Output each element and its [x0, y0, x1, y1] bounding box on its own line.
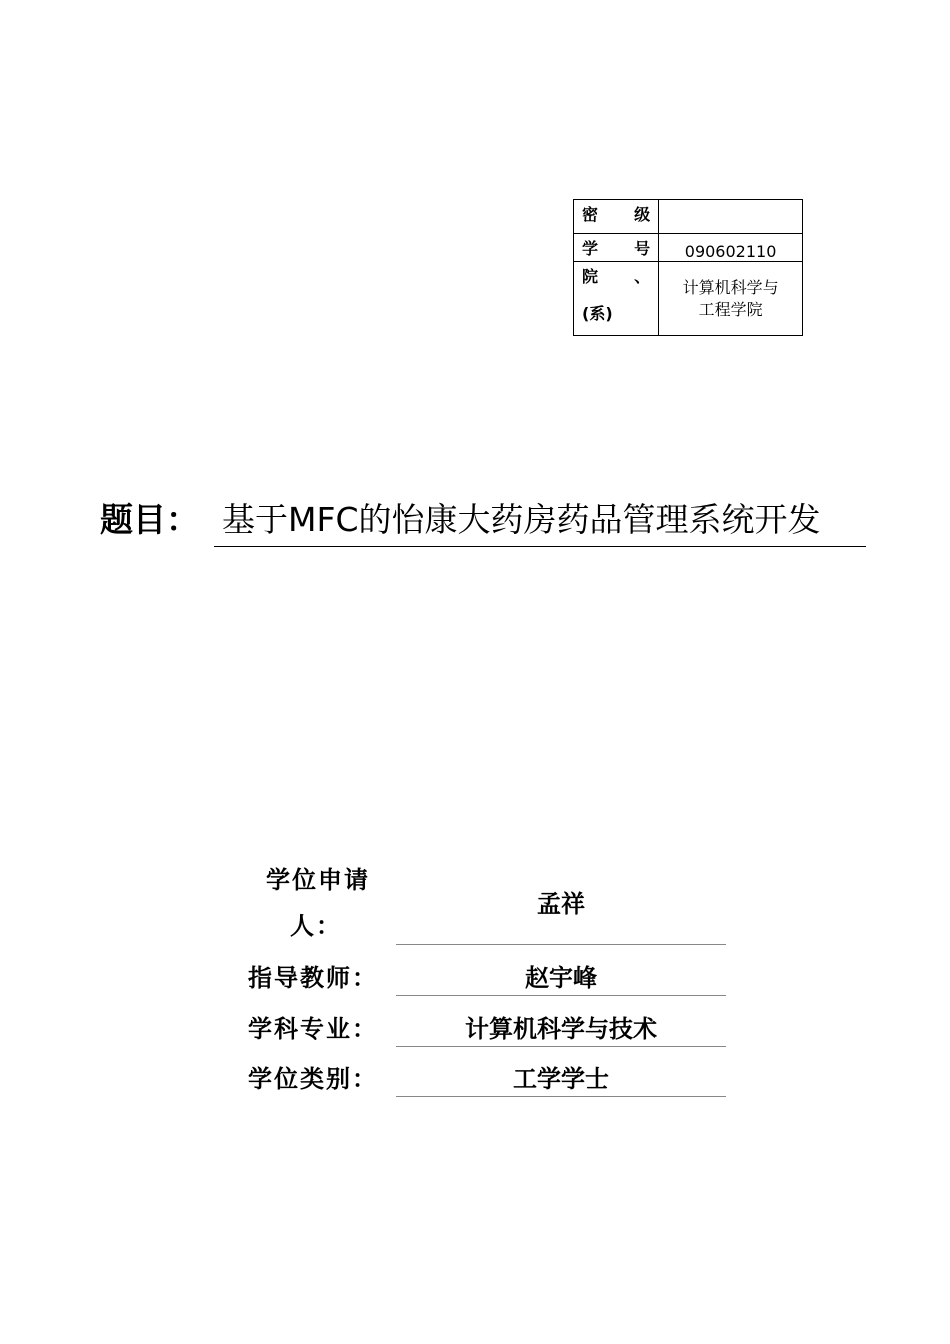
- student-id-label-char2: 号: [634, 239, 651, 258]
- advisor-underline: [396, 995, 726, 996]
- secret-level-row: [574, 200, 803, 234]
- department-value: [659, 262, 803, 336]
- department-row: [574, 262, 803, 336]
- secret-level-label-char1: 密: [582, 205, 599, 224]
- title-label: 题目：: [100, 500, 199, 539]
- department-label-char1: 院: [582, 267, 599, 286]
- advisor-label: 指导教师：: [248, 964, 378, 992]
- department-label-line2: (系): [582, 304, 613, 323]
- degree-underline: [396, 1096, 726, 1097]
- secret-level-value: [659, 200, 803, 234]
- applicant-value: 孟祥: [537, 890, 585, 918]
- applicant-label-line1: 学位申请: [266, 866, 370, 894]
- department-label: [574, 262, 659, 336]
- title-underline: [214, 546, 866, 547]
- major-underline: [396, 1046, 726, 1047]
- info-table: [573, 199, 803, 336]
- advisor-value: 赵宇峰: [525, 964, 597, 992]
- secret-level-label: [574, 200, 659, 234]
- degree-label: 学位类别：: [248, 1065, 378, 1093]
- student-id-value: 090602110: [684, 242, 777, 261]
- department-value-line1: 计算机科学与: [682, 277, 779, 297]
- applicant-label-line2: 人：: [290, 912, 342, 940]
- student-id-label: [574, 234, 659, 262]
- department-label-char2: 、: [634, 267, 651, 286]
- secret-level-label-char2: 级: [634, 205, 651, 224]
- applicant-underline: [396, 944, 726, 945]
- major-value: 计算机科学与技术: [465, 1015, 657, 1043]
- degree-value: 工学学士: [513, 1065, 609, 1093]
- student-id-label-char1: 学: [582, 239, 599, 258]
- student-id-cell: [659, 234, 803, 262]
- department-value-line2: 工程学院: [698, 299, 763, 319]
- major-label: 学科专业：: [248, 1015, 378, 1043]
- thesis-title: 基于MFC的怡康大药房药品管理系统开发: [222, 500, 821, 539]
- student-id-row: [574, 234, 803, 262]
